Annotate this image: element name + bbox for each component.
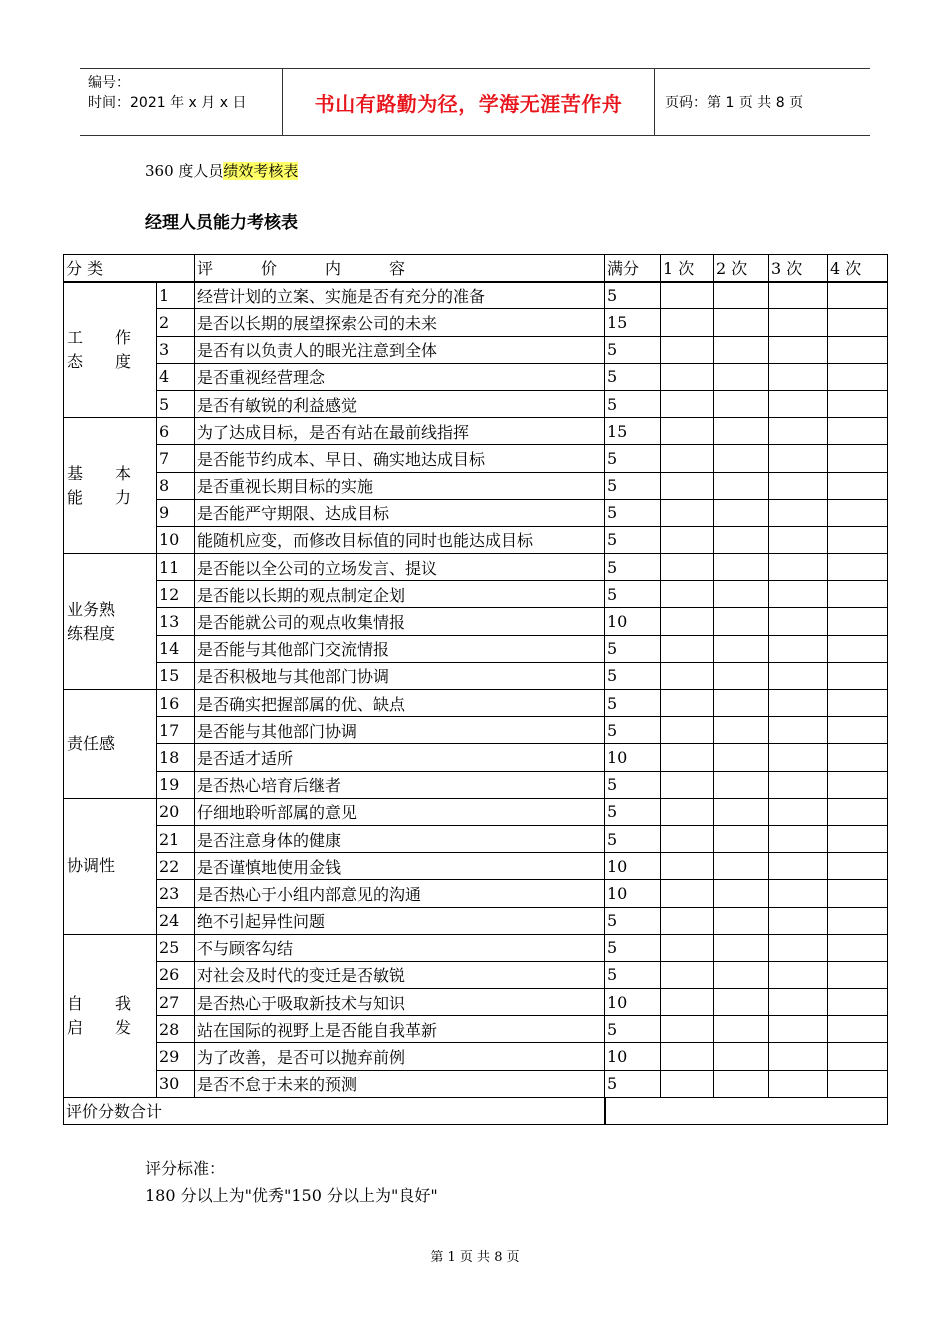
score-round-3[interactable] — [769, 499, 828, 526]
table-body — [64, 255, 888, 1125]
score-round-2[interactable] — [714, 798, 769, 825]
category-label: 工 作 态 度 — [67, 327, 132, 371]
score-round-3[interactable] — [769, 282, 828, 309]
score-round-3[interactable] — [769, 880, 828, 907]
header-info — [80, 69, 283, 135]
score-round-4[interactable] — [828, 390, 888, 417]
item-text: 为了达成目标，是否有站在最前线指挥 — [195, 418, 605, 445]
header-round-2: 2 次 — [714, 255, 769, 282]
score-round-1[interactable] — [661, 1043, 714, 1070]
item-text: 是否以长期的展望探索公司的未来 — [195, 309, 605, 336]
score-round-1[interactable] — [661, 934, 714, 961]
score-round-3[interactable] — [769, 771, 828, 798]
item-text: 是否能严守期限、达成目标 — [195, 499, 605, 526]
score-round-4[interactable] — [828, 336, 888, 363]
item-number: 8 — [157, 472, 195, 499]
item-number: 21 — [157, 825, 195, 852]
item-text: 是否确实把握部属的优、缺点 — [195, 690, 605, 717]
score-round-2[interactable] — [714, 526, 769, 553]
table-row — [64, 744, 888, 771]
score-round-4[interactable] — [828, 1043, 888, 1070]
table-row — [64, 825, 888, 852]
score-round-4[interactable] — [828, 662, 888, 689]
score-round-3[interactable] — [769, 961, 828, 988]
item-number: 27 — [157, 989, 195, 1016]
category-cell — [64, 418, 157, 554]
item-max-score: 5 — [605, 825, 661, 852]
score-round-1[interactable] — [661, 363, 714, 390]
score-round-2[interactable] — [714, 771, 769, 798]
score-round-3[interactable] — [769, 989, 828, 1016]
score-round-2[interactable] — [714, 880, 769, 907]
score-round-1[interactable] — [661, 499, 714, 526]
score-round-1[interactable] — [661, 880, 714, 907]
item-max-score: 15 — [605, 309, 661, 336]
item-max-score: 5 — [605, 662, 661, 689]
page-footer: 第 1 页 共 8 页 — [430, 1250, 520, 1265]
subtitle-highlight: 绩效考核表 — [223, 162, 299, 180]
item-number: 24 — [157, 907, 195, 934]
category-cell — [64, 798, 157, 934]
item-max-score: 5 — [605, 961, 661, 988]
category-label: 自 我 启 发 — [67, 993, 132, 1037]
subtitle — [145, 160, 298, 181]
total-row — [64, 1097, 888, 1124]
item-text: 是否能就公司的观点收集情报 — [195, 608, 605, 635]
table-row — [64, 771, 888, 798]
item-text: 为了改善，是否可以抛弃前例 — [195, 1043, 605, 1070]
score-round-3[interactable] — [769, 690, 828, 717]
item-number: 9 — [157, 499, 195, 526]
item-text: 是否积极地与其他部门协调 — [195, 662, 605, 689]
item-max-score: 5 — [605, 499, 661, 526]
score-round-2[interactable] — [714, 1043, 769, 1070]
score-round-1[interactable] — [661, 1016, 714, 1043]
score-round-2[interactable] — [714, 1016, 769, 1043]
score-round-3[interactable] — [769, 390, 828, 417]
score-round-1[interactable] — [661, 526, 714, 553]
table-row — [64, 554, 888, 581]
score-round-3[interactable] — [769, 1043, 828, 1070]
item-number: 14 — [157, 635, 195, 662]
header-max: 满分 — [605, 255, 661, 282]
score-round-4[interactable] — [828, 744, 888, 771]
item-text: 是否能节约成本、早日、确实地达成目标 — [195, 445, 605, 472]
score-round-2[interactable] — [714, 825, 769, 852]
score-round-3[interactable] — [769, 472, 828, 499]
item-max-score: 5 — [605, 390, 661, 417]
score-round-4[interactable] — [828, 363, 888, 390]
score-round-2[interactable] — [714, 690, 769, 717]
score-round-1[interactable] — [661, 309, 714, 336]
item-max-score: 5 — [605, 907, 661, 934]
item-max-score: 10 — [605, 608, 661, 635]
score-round-2[interactable] — [714, 336, 769, 363]
table-row — [64, 853, 888, 880]
scoring-standard — [145, 1155, 438, 1209]
score-round-3[interactable] — [769, 581, 828, 608]
category-label: 基 本 能 力 — [67, 463, 132, 507]
item-text: 能随机应变，而修改目标值的同时也能达成目标 — [195, 526, 605, 553]
item-number: 7 — [157, 445, 195, 472]
score-round-3[interactable] — [769, 635, 828, 662]
item-text: 站在国际的视野上是否能自我革新 — [195, 1016, 605, 1043]
item-text: 是否能以全公司的立场发言、提议 — [195, 554, 605, 581]
score-round-4[interactable] — [828, 934, 888, 961]
score-round-4[interactable] — [828, 472, 888, 499]
score-round-3[interactable] — [769, 744, 828, 771]
item-max-score: 15 — [605, 418, 661, 445]
score-round-1[interactable] — [661, 989, 714, 1016]
score-round-3[interactable] — [769, 608, 828, 635]
header-page-info: 页码：第 1 页 共 8 页 — [665, 95, 804, 111]
item-max-score: 5 — [605, 771, 661, 798]
score-round-1[interactable] — [661, 581, 714, 608]
score-round-4[interactable] — [828, 282, 888, 309]
score-round-3[interactable] — [769, 717, 828, 744]
score-round-2[interactable] — [714, 961, 769, 988]
score-round-1[interactable] — [661, 472, 714, 499]
score-round-4[interactable] — [828, 717, 888, 744]
score-round-2[interactable] — [714, 309, 769, 336]
assessment-table — [63, 254, 888, 1125]
score-round-1[interactable] — [661, 418, 714, 445]
score-round-4[interactable] — [828, 418, 888, 445]
score-round-1[interactable] — [661, 390, 714, 417]
item-number: 15 — [157, 662, 195, 689]
item-max-score: 10 — [605, 989, 661, 1016]
table-row — [64, 499, 888, 526]
score-round-1[interactable] — [661, 771, 714, 798]
item-number: 30 — [157, 1070, 195, 1097]
score-round-4[interactable] — [828, 309, 888, 336]
item-number: 11 — [157, 554, 195, 581]
item-max-score: 5 — [605, 336, 661, 363]
score-round-4[interactable] — [828, 554, 888, 581]
item-text: 对社会及时代的变迁是否敏锐 — [195, 961, 605, 988]
score-round-3[interactable] — [769, 363, 828, 390]
table-row — [64, 581, 888, 608]
score-round-3[interactable] — [769, 662, 828, 689]
category-cell — [64, 282, 157, 418]
table-row — [64, 336, 888, 363]
time-label: 时间：2021 年 x 月 x 日 — [88, 95, 247, 111]
page-header — [80, 68, 870, 136]
score-round-2[interactable] — [714, 554, 769, 581]
score-round-4[interactable] — [828, 608, 888, 635]
score-round-4[interactable] — [828, 961, 888, 988]
item-number: 2 — [157, 309, 195, 336]
score-round-2[interactable] — [714, 608, 769, 635]
score-round-4[interactable] — [828, 880, 888, 907]
item-max-score: 5 — [605, 1070, 661, 1097]
item-number: 18 — [157, 744, 195, 771]
score-round-4[interactable] — [828, 690, 888, 717]
item-max-score: 5 — [605, 934, 661, 961]
score-round-2[interactable] — [714, 418, 769, 445]
item-number: 19 — [157, 771, 195, 798]
item-number: 13 — [157, 608, 195, 635]
item-number: 6 — [157, 418, 195, 445]
item-number: 3 — [157, 336, 195, 363]
score-round-3[interactable] — [769, 445, 828, 472]
score-round-2[interactable] — [714, 989, 769, 1016]
score-round-3[interactable] — [769, 418, 828, 445]
item-text: 仔细地聆听部属的意见 — [195, 798, 605, 825]
score-round-1[interactable] — [661, 336, 714, 363]
item-max-score: 5 — [605, 635, 661, 662]
table-row — [64, 1016, 888, 1043]
score-round-2[interactable] — [714, 472, 769, 499]
table-row — [64, 989, 888, 1016]
score-round-1[interactable] — [661, 554, 714, 581]
table-row — [64, 1043, 888, 1070]
item-number: 4 — [157, 363, 195, 390]
score-round-4[interactable] — [828, 853, 888, 880]
score-round-3[interactable] — [769, 907, 828, 934]
header-round-4: 4 次 — [828, 255, 888, 282]
item-text: 是否重视长期目标的实施 — [195, 472, 605, 499]
item-max-score: 10 — [605, 853, 661, 880]
table-row — [64, 934, 888, 961]
category-cell — [64, 690, 157, 799]
score-round-1[interactable] — [661, 961, 714, 988]
score-round-1[interactable] — [661, 282, 714, 309]
item-number: 25 — [157, 934, 195, 961]
score-round-1[interactable] — [661, 744, 714, 771]
standard-text: 180 分以上为"优秀"150 分以上为"良好" — [145, 1186, 438, 1205]
item-max-score: 10 — [605, 880, 661, 907]
item-text: 是否有敏锐的利益感觉 — [195, 390, 605, 417]
total-label: 评价分数合计 — [64, 1097, 605, 1124]
score-round-1[interactable] — [661, 445, 714, 472]
header-content: 评 价 内 容 — [195, 255, 605, 282]
score-round-4[interactable] — [828, 526, 888, 553]
category-cell — [64, 554, 157, 690]
score-round-2[interactable] — [714, 907, 769, 934]
item-max-score: 5 — [605, 445, 661, 472]
item-text: 是否能与其他部门交流情报 — [195, 635, 605, 662]
table-row — [64, 390, 888, 417]
subtitle-plain: 360 度人员 — [145, 162, 224, 180]
item-number: 17 — [157, 717, 195, 744]
score-round-1[interactable] — [661, 907, 714, 934]
item-max-score: 5 — [605, 581, 661, 608]
table-row — [64, 363, 888, 390]
table-row — [64, 798, 888, 825]
item-text: 是否有以负责人的眼光注意到全体 — [195, 336, 605, 363]
score-round-2[interactable] — [714, 363, 769, 390]
score-round-3[interactable] — [769, 1070, 828, 1097]
table-row — [64, 472, 888, 499]
score-round-1[interactable] — [661, 798, 714, 825]
code-label: 编号： — [88, 75, 130, 91]
item-number: 16 — [157, 690, 195, 717]
item-number: 12 — [157, 581, 195, 608]
score-round-3[interactable] — [769, 309, 828, 336]
item-number: 28 — [157, 1016, 195, 1043]
score-round-4[interactable] — [828, 798, 888, 825]
score-round-4[interactable] — [828, 635, 888, 662]
item-number: 20 — [157, 798, 195, 825]
header-round-3: 3 次 — [769, 255, 828, 282]
standard-title: 评分标准： — [145, 1159, 226, 1178]
item-number: 1 — [157, 282, 195, 309]
table-row — [64, 1070, 888, 1097]
item-text: 是否注意身体的健康 — [195, 825, 605, 852]
table-row — [64, 961, 888, 988]
score-round-3[interactable] — [769, 1016, 828, 1043]
item-max-score: 5 — [605, 526, 661, 553]
table-row — [64, 445, 888, 472]
header-row — [64, 255, 888, 282]
table-row — [64, 880, 888, 907]
item-number: 23 — [157, 880, 195, 907]
score-round-3[interactable] — [769, 554, 828, 581]
item-number: 26 — [157, 961, 195, 988]
score-round-4[interactable] — [828, 1016, 888, 1043]
item-text: 经营计划的立案、实施是否有充分的准备 — [195, 282, 605, 309]
score-round-4[interactable] — [828, 907, 888, 934]
score-round-1[interactable] — [661, 717, 714, 744]
item-text: 是否适才适所 — [195, 744, 605, 771]
score-round-2[interactable] — [714, 1070, 769, 1097]
item-max-score: 5 — [605, 282, 661, 309]
item-text: 是否谨慎地使用金钱 — [195, 853, 605, 880]
item-max-score: 5 — [605, 798, 661, 825]
table-row — [64, 282, 888, 309]
category-cell — [64, 934, 157, 1097]
score-round-3[interactable] — [769, 798, 828, 825]
table-row — [64, 907, 888, 934]
score-round-4[interactable] — [828, 445, 888, 472]
item-text: 是否热心培育后继者 — [195, 771, 605, 798]
score-round-2[interactable] — [714, 662, 769, 689]
item-max-score: 10 — [605, 744, 661, 771]
item-max-score: 5 — [605, 472, 661, 499]
header-motto: 书山有路勤为径，学海无涯苦作舟 — [283, 69, 655, 135]
score-round-2[interactable] — [714, 390, 769, 417]
table-row — [64, 608, 888, 635]
item-text: 是否热心于小组内部意见的沟通 — [195, 880, 605, 907]
item-text: 是否不怠于未来的预测 — [195, 1070, 605, 1097]
table-row — [64, 309, 888, 336]
item-text: 是否热心于吸取新技术与知识 — [195, 989, 605, 1016]
score-round-2[interactable] — [714, 282, 769, 309]
item-number: 22 — [157, 853, 195, 880]
category-label: 协调性 — [67, 856, 116, 876]
item-max-score: 5 — [605, 554, 661, 581]
score-round-3[interactable] — [769, 825, 828, 852]
score-round-1[interactable] — [661, 1070, 714, 1097]
item-number: 5 — [157, 390, 195, 417]
table-row — [64, 662, 888, 689]
score-round-4[interactable] — [828, 825, 888, 852]
score-round-3[interactable] — [769, 934, 828, 961]
category-label: 业务熟 练程度 — [67, 599, 116, 643]
score-round-1[interactable] — [661, 825, 714, 852]
item-max-score: 5 — [605, 717, 661, 744]
score-round-1[interactable] — [661, 635, 714, 662]
score-round-2[interactable] — [714, 934, 769, 961]
score-round-4[interactable] — [828, 771, 888, 798]
item-max-score: 5 — [605, 363, 661, 390]
score-round-3[interactable] — [769, 853, 828, 880]
score-round-2[interactable] — [714, 635, 769, 662]
item-text: 是否能以长期的观点制定企划 — [195, 581, 605, 608]
score-round-4[interactable] — [828, 499, 888, 526]
score-round-4[interactable] — [828, 989, 888, 1016]
table-row — [64, 717, 888, 744]
score-round-2[interactable] — [714, 744, 769, 771]
item-text: 是否能与其他部门协调 — [195, 717, 605, 744]
item-text: 不与顾客勾结 — [195, 934, 605, 961]
item-max-score: 5 — [605, 690, 661, 717]
item-max-score: 10 — [605, 1043, 661, 1070]
item-max-score: 5 — [605, 1016, 661, 1043]
score-round-2[interactable] — [714, 445, 769, 472]
item-number: 10 — [157, 526, 195, 553]
category-label: 责任感 — [67, 733, 116, 753]
score-round-2[interactable] — [714, 581, 769, 608]
score-round-4[interactable] — [828, 1070, 888, 1097]
item-text: 是否重视经营理念 — [195, 363, 605, 390]
table-row — [64, 526, 888, 553]
item-text: 绝不引起异性问题 — [195, 907, 605, 934]
table-row — [64, 635, 888, 662]
score-round-2[interactable] — [714, 853, 769, 880]
score-round-4[interactable] — [828, 581, 888, 608]
score-round-1[interactable] — [661, 853, 714, 880]
header-round-1: 1 次 — [661, 255, 714, 282]
score-round-3[interactable] — [769, 336, 828, 363]
score-round-1[interactable] — [661, 608, 714, 635]
score-round-2[interactable] — [714, 499, 769, 526]
table-row — [64, 690, 888, 717]
table-title: 经理人员能力考核表 — [145, 213, 298, 233]
table-row — [64, 418, 888, 445]
score-round-1[interactable] — [661, 690, 714, 717]
score-round-1[interactable] — [661, 662, 714, 689]
score-round-3[interactable] — [769, 526, 828, 553]
total-value[interactable] — [605, 1097, 888, 1124]
header-category: 分 类 — [64, 255, 195, 282]
score-round-2[interactable] — [714, 717, 769, 744]
item-number: 29 — [157, 1043, 195, 1070]
